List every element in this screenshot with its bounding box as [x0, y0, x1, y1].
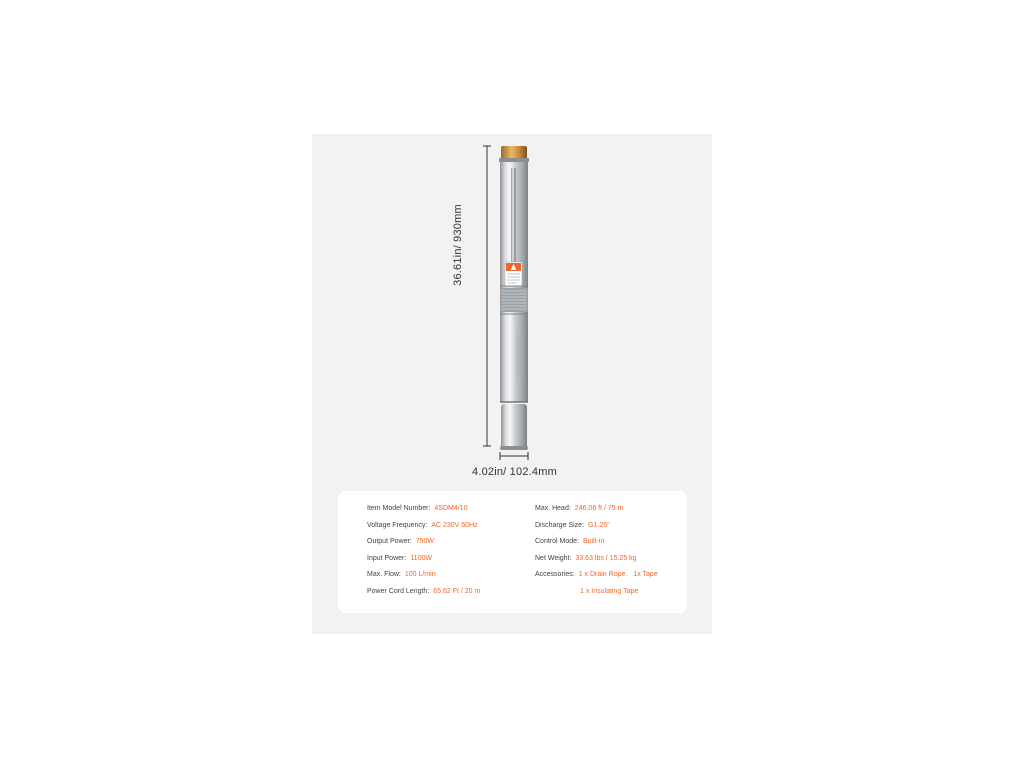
spec-value: 1100W [410, 554, 432, 562]
spec-row-max-head [535, 505, 658, 522]
spec-value: G1.25" [588, 521, 610, 529]
width-dimension [500, 452, 528, 460]
spec-label: Item Model Number: [367, 505, 431, 512]
spec-label: Net Weight: [535, 554, 572, 562]
spec-value: 1 x Insulating Tape [580, 587, 639, 595]
spec-row-max-flow [367, 571, 480, 588]
spec-column-left [367, 505, 480, 605]
spec-row-input-power [367, 555, 480, 572]
spec-label: Input Power: [367, 554, 407, 562]
width-dimension-label: 4.02in/ 102.4mm [472, 466, 557, 478]
spec-value: 33.63 lbs / 15.25 kg [575, 554, 637, 562]
spec-row-voltage [367, 522, 480, 539]
spec-label: Voltage Frequency: [367, 521, 428, 529]
spec-row-model [367, 505, 480, 522]
spec-label: Max. Head: [535, 505, 571, 512]
spec-label: Power Cord Length: [367, 587, 430, 595]
brass-outlet [501, 146, 527, 160]
spec-row-accessories-continued [535, 588, 658, 605]
spec-row-output-power [367, 538, 480, 555]
spec-row-discharge-size [535, 522, 658, 539]
spec-row-control-mode [535, 538, 658, 555]
spec-row-net-weight [535, 555, 658, 572]
spec-value: 246.06 ft / 75 m [574, 505, 624, 512]
spec-label: Output Power: [367, 538, 412, 546]
spec-label: Max. Flow: [367, 571, 401, 579]
spec-card [338, 491, 687, 613]
height-dimension [483, 146, 491, 446]
spec-value: 1 x Drain Rope. [578, 571, 628, 579]
spec-value: 100 L/min [404, 571, 436, 579]
spec-label: Discharge Size: [535, 521, 585, 529]
spec-column-right [535, 505, 658, 605]
spec-value: 750W [415, 538, 435, 546]
motor-housing [501, 404, 527, 450]
spec-value: 65.62 Ft / 20 m [433, 587, 481, 595]
spec-row-cord-length [367, 588, 480, 605]
spec-value: 1x Tape [633, 571, 658, 579]
height-dimension-label: 36.61in/ 930mm [452, 204, 464, 286]
product-panel [312, 134, 712, 634]
pump-illustration [312, 134, 712, 494]
spec-value: AC 230V 50Hz [431, 521, 478, 529]
spec-label: Control Mode: [535, 538, 579, 546]
spec-value: Built-in [582, 538, 605, 546]
spec-label: Accessories: [535, 571, 575, 579]
spec-value: 4SDM4/10 [434, 505, 468, 512]
spec-row-accessories [535, 571, 658, 588]
